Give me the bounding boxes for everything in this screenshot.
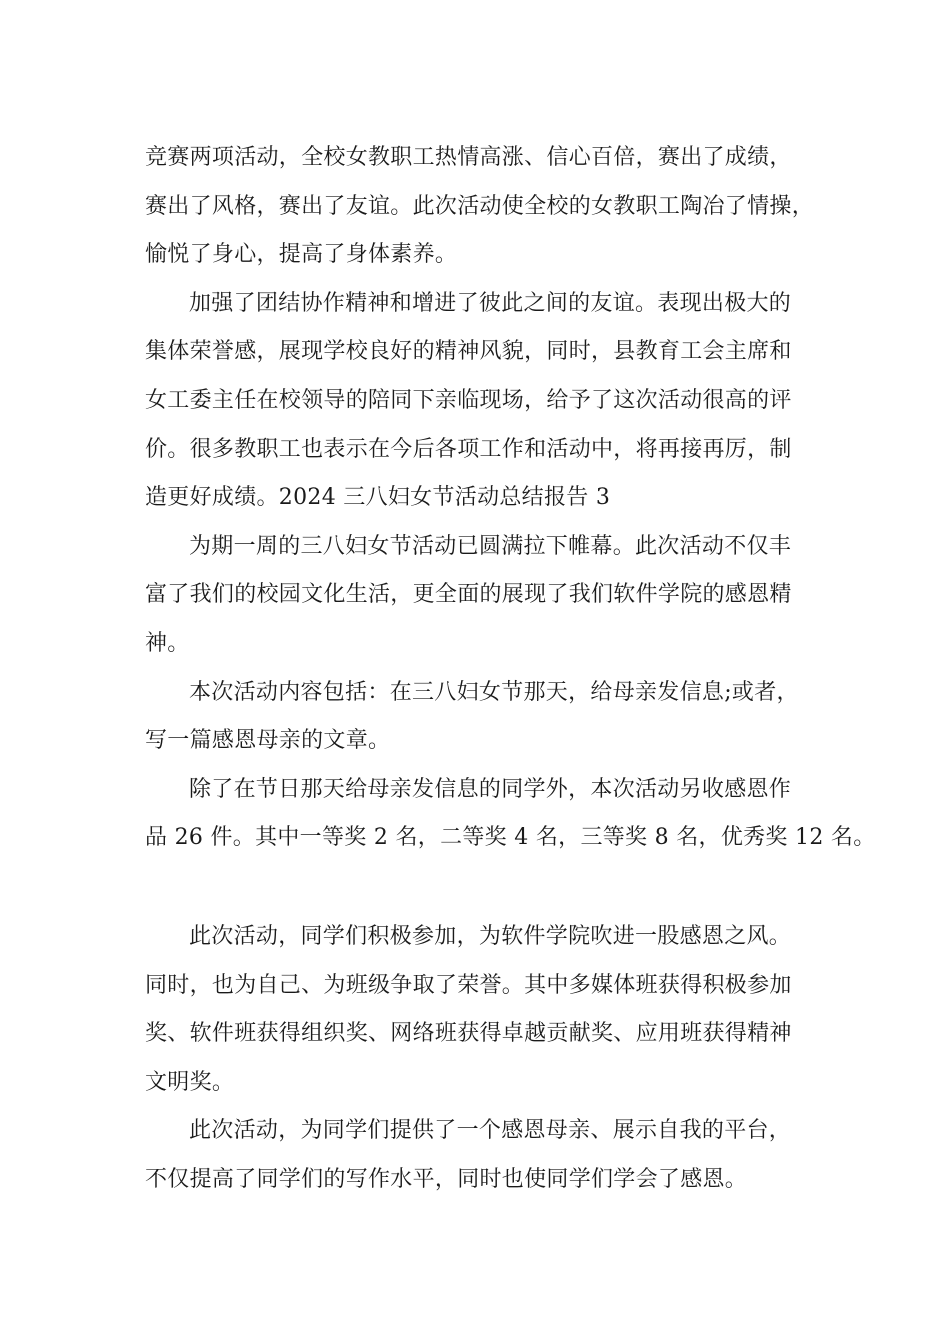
paragraph-line: 此次活动，同学们积极参加，为软件学院吹进一股感恩之风。 <box>189 923 792 949</box>
paragraph-2 <box>145 280 825 523</box>
paragraph-line: 品 26 件。其中一等奖 2 名，二等奖 4 名，三等奖 8 名，优秀奖 12 名。 <box>145 825 876 851</box>
paragraph-line: 写一篇感恩母亲的文章。 <box>145 728 391 754</box>
paragraph-line: 文明奖。 <box>145 1069 235 1095</box>
paragraph-line: 除了在节日那天给母亲发信息的同学外，本次活动另收感恩作 <box>189 776 792 802</box>
paragraph-line: 女工委主任在校领导的陪同下亲临现场，给予了这次活动很高的评 <box>145 387 792 413</box>
paragraph-3 <box>145 523 825 669</box>
paragraph-line: 同时，也为自己、为班级争取了荣誉。其中多媒体班获得积极参加 <box>145 972 792 998</box>
paragraph-line: 富了我们的校园文化生活，更全面的展现了我们软件学院的感恩精 <box>145 582 792 608</box>
document-body <box>145 134 876 1204</box>
paragraph-line: 价。很多教职工也表示在今后各项工作和活动中，将再接再厉，制 <box>145 436 792 462</box>
paragraph-7 <box>145 1107 825 1204</box>
paragraph-line: 此次活动，为同学们提供了一个感恩母亲、展示自我的平台， <box>189 1118 792 1144</box>
paragraph-line: 竞赛两项活动，全校女教职工热情高涨、信心百倍，赛出了成绩， <box>145 145 792 170</box>
paragraph-line: 愉悦了身心，提高了身体素养。 <box>145 242 458 268</box>
paragraph-4 <box>145 669 825 766</box>
paragraph-line: 本次活动内容包括：在三八妇女节那天，给母亲发信息;或者， <box>189 679 799 705</box>
paragraph-line: 造更好成绩。2024 三八妇女节活动总结报告 3 <box>145 485 611 511</box>
paragraph-6 <box>145 913 825 1107</box>
paragraph-line: 奖、软件班获得组织奖、网络班获得卓越贡献奖、应用班获得精神 <box>145 1021 792 1047</box>
paragraph-1 <box>145 134 825 280</box>
paragraph-line: 加强了团结协作精神和增进了彼此之间的友谊。表现出极大的 <box>189 290 792 316</box>
paragraph-line: 集体荣誉感，展现学校良好的精神风貌，同时，县教育工会主席和 <box>145 339 792 365</box>
paragraph-5 <box>145 766 876 863</box>
paragraph-line: 不仅提高了同学们的写作水平，同时也使同学们学会了感恩。 <box>145 1166 748 1192</box>
paragraph-line: 为期一周的三八妇女节活动已圆满拉下帷幕。此次活动不仅丰 <box>189 533 792 559</box>
paragraph-gap <box>145 863 825 913</box>
paragraph-line: 神。 <box>145 630 190 656</box>
paragraph-line: 赛出了风格，赛出了友谊。此次活动使全校的女教职工陶冶了情操， <box>145 193 815 219</box>
